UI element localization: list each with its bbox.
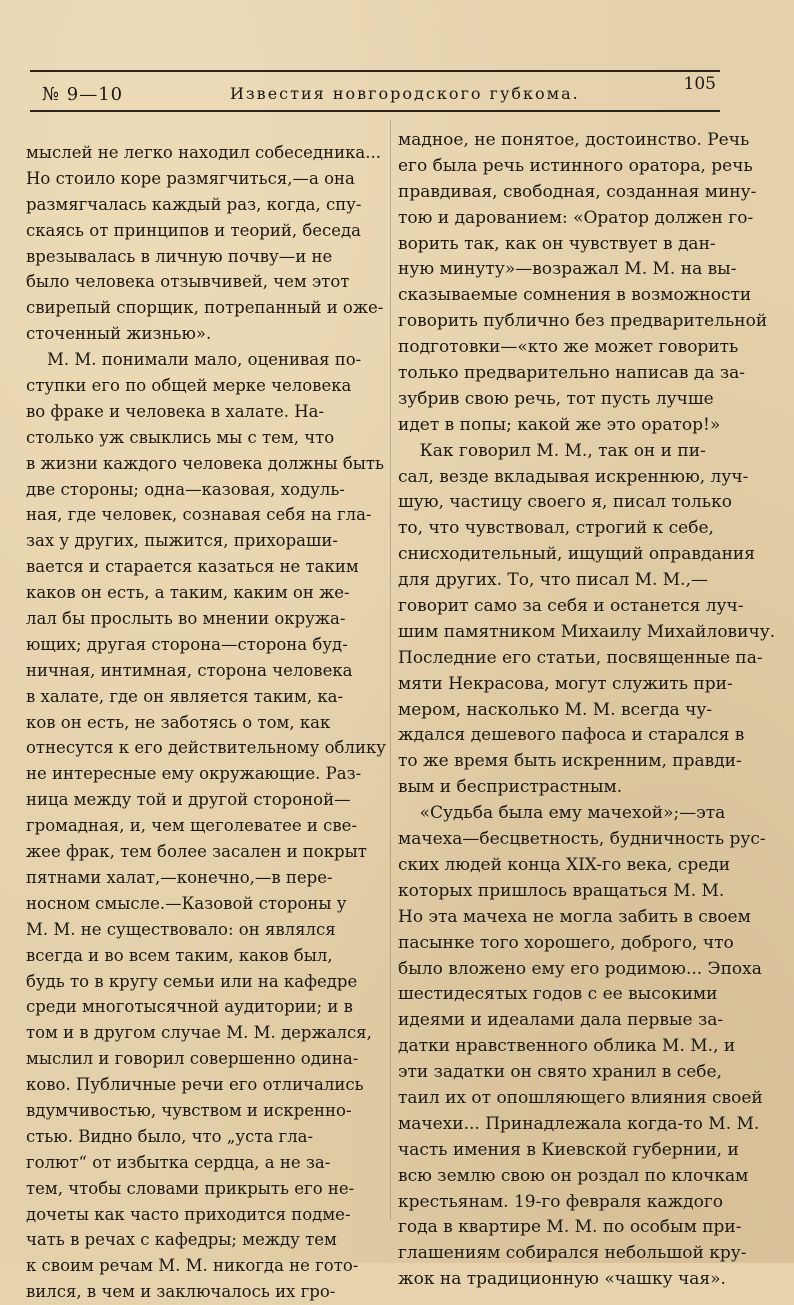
text-line: мером, насколько М. М. всегда чу- [398,699,713,720]
text-line: сал, везде вкладывая искреннюю, луч- [398,466,749,487]
text-line: ждался дешевого пафоса и старался в [398,725,745,746]
text-line: говорить публично без предварительной [398,311,768,332]
text-line: всю землю свою он роздал по клочкам [398,1165,749,1186]
text-line: мачеха—бесцветность, будничность рус- [398,829,766,850]
text-line: громадная, и, чем щеголеватее и све- [26,816,358,836]
header-top-rule [30,70,720,72]
text-line: М. М. понимали мало, оценивая по- [26,350,362,370]
text-line: голют“ от избытка сердца, а не за- [26,1152,331,1172]
text-line: врезывалась в личную почву—и не [26,246,333,266]
text-line: Последние его статьи, посвященные па- [398,647,763,668]
text-line: ная, где человек, сознавая себя на гла- [26,505,372,525]
text-line: ную минуту»—возражал М. М. на вы- [398,259,737,280]
text-line: вдумчивостью, чувством и искренно- [26,1100,352,1120]
text-line: лал бы прослыть во мнении окружа- [26,609,346,629]
text-line: ских людей конца XIX-го века, среди [398,854,731,875]
text-line: Но стоило коре размягчиться,—а она [26,168,355,188]
text-line: шим памятником Михаилу Михайловичу. [398,621,776,642]
text-line: эти задатки он свято хранил в себе, [398,1062,722,1083]
text-line: ничная, интимная, сторона человека [26,660,353,680]
publication-title: Известия новгородского губкома. [230,84,580,103]
text-line: говорит само за себя и останется луч- [398,596,744,617]
text-line: мыслей не легко находил собеседника... [26,143,381,162]
text-line: пятнами халат,—конечно,—в пере- [26,867,333,887]
text-line: две стороны; одна—казовая, ходуль- [26,479,345,499]
text-line: снисходительный, ищущий оправдания [398,544,755,565]
text-line: правдивая, свободная, созданная мину- [398,181,757,202]
text-line: сказываемые сомнения в возможности [398,285,752,306]
text-line: подготовки—«кто же может говорить [398,337,739,358]
text-line: ница между той и другой стороной— [26,790,351,810]
text-line: было вложено ему его родимою... Эпоха [398,958,762,979]
text-line: тою и дарованием: «Оратор должен го- [398,207,754,228]
text-line: тем, чтобы словами прикрыть его не- [26,1178,355,1198]
text-line: сточенный жизнью». [26,324,212,344]
text-line: ково. Публичные речи его отличались [26,1075,364,1095]
issue-number: № 9—10 [42,84,124,105]
text-line: пасынке того хорошего, доброго, что [398,932,734,953]
text-line: крестьянам. 19-го февраля каждого [398,1191,724,1212]
text-line: идет в попы; какой же это оратор!» [398,414,721,435]
text-line: глашениям собирался небольшой кру- [398,1243,747,1264]
text-line: носном смысле.—Казовой стороны у [26,893,347,913]
text-line: столько уж свыклись мы с тем, что [26,427,335,447]
text-line: жок на традиционную «чашку чая». [398,1269,726,1290]
text-line: только предварительно написав да за- [398,363,746,384]
text-line: идеями и идеалами дала первые за- [398,1010,724,1031]
text-line: размягчалась каждый раз, когда, спу- [26,194,362,214]
text-line: Как говорил М. М., так он и пи- [398,440,706,461]
text-line: каков он есть, а таким, каким он же- [26,583,350,603]
text-line: в халате, где он является таким, ка- [26,686,344,706]
page-number: 105 [683,74,716,94]
text-line: его была речь истинного оратора, речь [398,155,753,176]
text-line: вается и старается казаться не таким [26,557,359,577]
text-line: к своим речам М. М. никогда не гото- [26,1256,359,1276]
page-header [38,76,722,106]
text-line: Но эта мачеха не могла забить в своем [398,906,751,927]
header-bottom-rule [30,110,720,112]
text-line: которых пришлось вращаться М. М. [398,880,725,901]
text-line: то же время быть искренним, правди- [398,751,742,772]
text-line: всегда и во всем таким, каков был, [26,945,333,965]
text-line: мыслил и говорил совершенно одина- [26,1049,359,1069]
text-line: датки нравственного облика М. М., и [398,1036,736,1057]
text-line: во фраке и человека в халате. На- [26,401,325,421]
text-line: было человека отзывчивей, чем этот [26,272,350,292]
text-line: вился, в чем и заключалось их гро- [26,1282,336,1302]
text-line: стью. Видно было, что „уста гла- [26,1126,314,1146]
text-line: таил их от опошляющего влияния своей [398,1087,763,1108]
text-line: для других. То, что писал М. М.,— [398,570,708,591]
text-line: М. М. не существовало: он являлся [26,919,336,939]
text-line: том и в другом случае М. М. держался, [26,1023,372,1043]
text-line: ступки его по общей мерке человека [26,376,352,396]
text-line: свирепый спорщик, потрепанный и оже- [26,298,384,318]
text-line: мяти Некрасова, могут служить при- [398,673,733,694]
text-line: зубрив свою речь, тот пусть лучше [398,388,714,409]
text-line: отнесутся к его действительному облику [26,738,386,758]
text-line: ющих; другая сторона—сторона буд- [26,634,348,654]
text-line: будь то в кругу семьи или на кафедре [26,971,358,991]
text-line: среди многотысячной аудитории; и в [26,997,353,1017]
text-line: жее фрак, тем более засален и покрыт [26,842,367,862]
text-line: не интересные ему окружающие. Раз- [26,764,362,784]
text-line: ков он есть, не заботясь о том, как [26,712,331,732]
right-column [398,128,783,1293]
left-column [26,140,396,1305]
text-line: ворить так, как он чувствует в дан- [398,233,716,254]
text-line: вым и беспристрастным. [398,777,623,798]
text-line: чать в речах с кафедры; между тем [26,1230,337,1250]
text-line: то, что чувствовал, строгий к себе, [398,518,714,539]
text-line: мачехи... Принадлежала когда-то М. М. [398,1113,760,1134]
text-line: дочеты как часто приходится подме- [26,1204,351,1224]
text-line: в жизни каждого человека должны быть [26,453,385,473]
text-line: мадное, не понятое, достоинство. Речь [398,130,750,150]
text-line: часть имения в Киевской губернии, и [398,1139,739,1160]
text-line: скаясь от принципов и теорий, беседа [26,220,362,240]
text-line: года в квартире М. М. по особым при- [398,1217,742,1238]
text-line: зах у других, пыжится, прихораши- [26,531,338,551]
text-line: шестидесятых годов с ее высокими [398,984,718,1005]
text-line: «Судьба была ему мачехой»;—эта [398,803,726,824]
text-line: шую, частицу своего я, писал только [398,492,732,513]
